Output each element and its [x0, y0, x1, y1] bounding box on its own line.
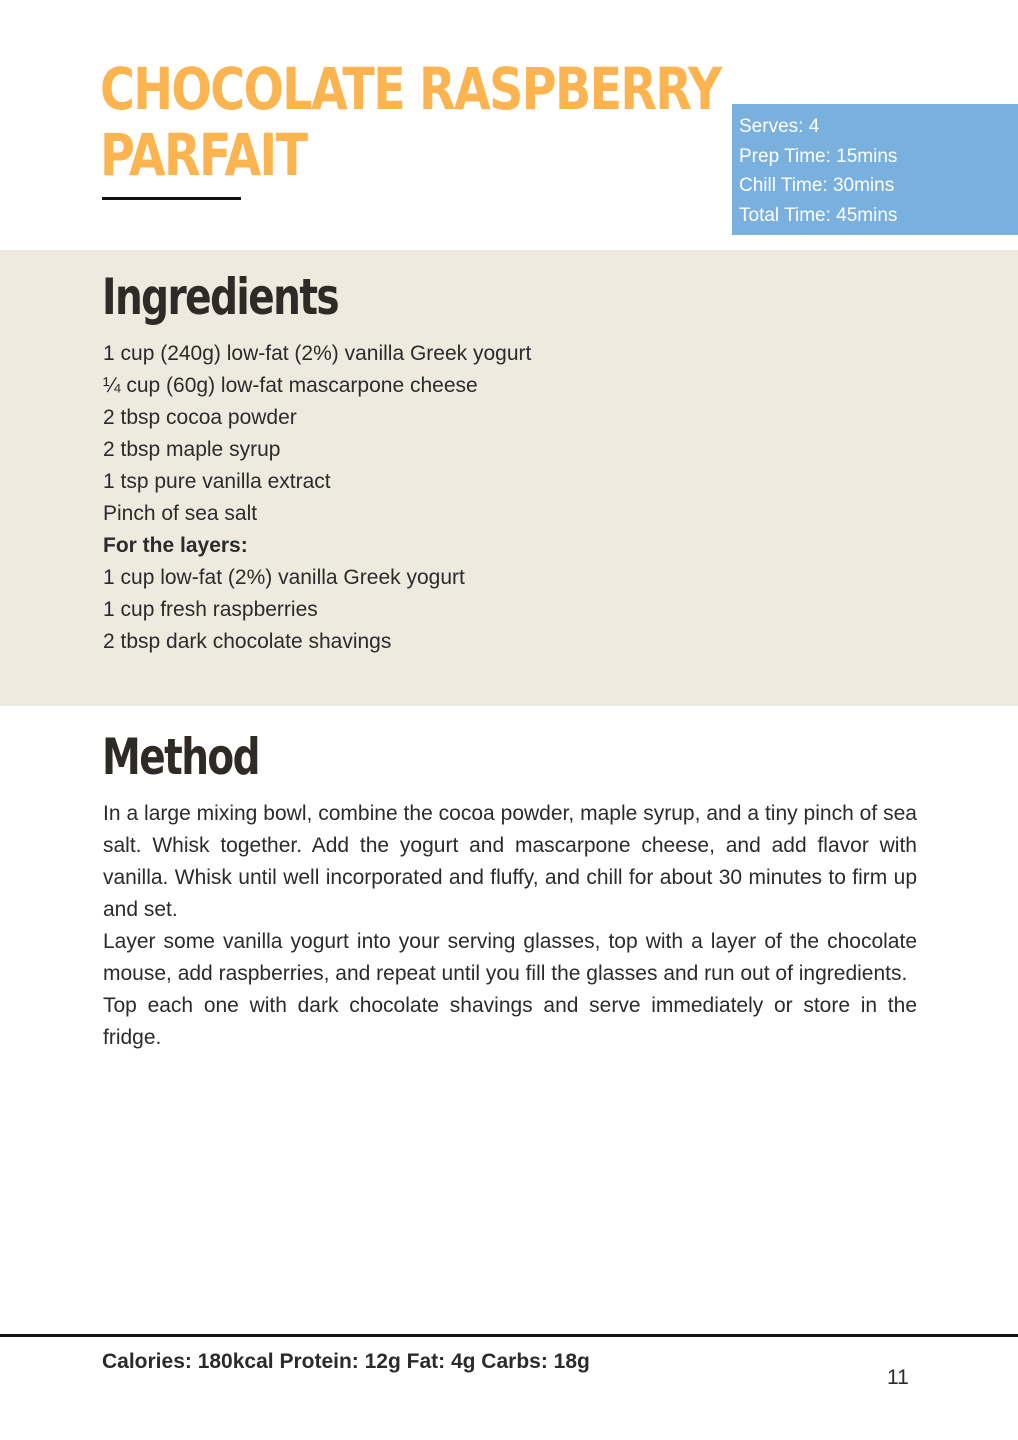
ingredient-item: 1 tsp pure vanilla extract — [103, 470, 331, 493]
total-time-info: Total Time: 45mins — [739, 204, 898, 226]
layer-ingredient-item: 1 cup fresh raspberries — [103, 598, 318, 621]
method-heading: Method — [102, 728, 260, 786]
serves-info: Serves: 4 — [739, 116, 820, 137]
chill-time-info: Chill Time: 30mins — [739, 175, 895, 196]
ingredients-list — [103, 338, 531, 658]
ingredient-item: ¼ cup (60g) low-fat mascarpone cheese — [103, 374, 478, 397]
ingredient-item: 1 cup (240g) low-fat (2%) vanilla Greek yogurt — [103, 342, 532, 365]
ingredients-heading: Ingredients — [102, 268, 339, 326]
method-step: Layer some vanilla yogurt into your serving glasses, top with a layer of the chocolate mouse, add raspberries, and repeat until you fill the glasses and run out of ingredients. — [103, 930, 917, 985]
footer-divider — [0, 1334, 1018, 1337]
page-number: 11 — [887, 1366, 909, 1389]
method-steps — [103, 798, 917, 1054]
prep-time-info: Prep Time: 15mins — [739, 145, 898, 167]
method-step: In a large mixing bowl, combine the cocoa powder, maple syrup, and a tiny pinch of sea salt. Whisk together. Add the yogurt and mascarpone cheese, and add flavor with vanilla. Whisk until well incorporated and fluffy, and chill for about 30 minutes to firm up and set. — [103, 802, 917, 921]
ingredient-item: 2 tbsp cocoa powder — [103, 406, 297, 429]
layer-ingredient-item: 1 cup low-fat (2%) vanilla Greek yogurt — [103, 566, 465, 589]
nutrition-info: Calories: 180kcal Protein: 12g Fat: 4g Carbs: 18g — [102, 1350, 590, 1373]
recipe-title-line-1: CHOCOLATE RASPBERRY — [100, 55, 721, 123]
recipe-title-line-2: PARFAIT — [100, 121, 307, 189]
method-step: Top each one with dark chocolate shavings and serve immediately or store in the fridge. — [103, 994, 917, 1049]
ingredient-item: 2 tbsp maple syrup — [103, 438, 281, 461]
recipe-info-box — [732, 104, 1018, 235]
layer-ingredient-item: 2 tbsp dark chocolate shavings — [103, 630, 392, 653]
ingredient-item: Pinch of sea salt — [103, 502, 258, 525]
layers-subheading: For the layers: — [103, 534, 248, 557]
title-underline — [102, 197, 241, 200]
recipe-title — [100, 56, 723, 188]
